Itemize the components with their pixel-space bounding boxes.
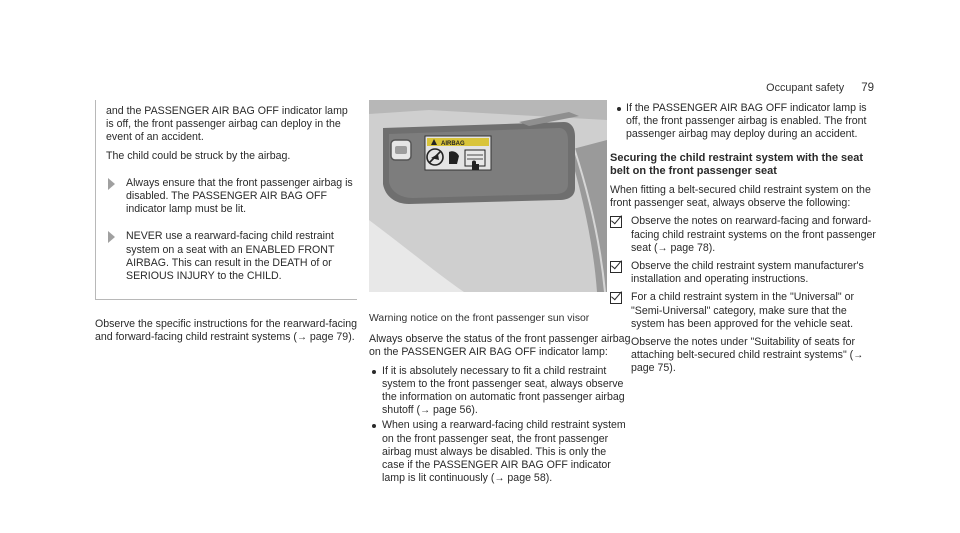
warning-item-text: Always ensure that the front passenger airbag is disabled. The PASSENGER AIR BAG OFF indicator lamp must be lit.: [126, 176, 353, 216]
warning-item: [106, 230, 357, 283]
arrow-icon: →: [657, 242, 668, 254]
checkbox-checked-icon: [610, 261, 622, 273]
warning-para: and the PASSENGER AIR BAG OFF indicator lamp is off, the front passenger airbag can deploy in the event of an accident.: [106, 105, 348, 144]
warning-item-text: NEVER use a rearward-facing child restraint system on a seat with an ENABLED FRONT AIRBAG. This can result in the DEATH of or SERIOUS INJURY to the CHILD.: [126, 230, 335, 283]
page-header: [766, 82, 874, 95]
checklist-item: For a child restraint system in the "Universal" or "Semi-Universal" category, make sure that the system has been approved for the vehicle seat. Observe the notes under "Suitability of seats for attaching belt-secured child restraint systems" (→ page 75).: [610, 291, 878, 375]
checklist-item: Observe the child restraint system manufacturer's installation and operating instructions.: [610, 260, 878, 286]
page-reference[interactable]: page 79).: [306, 331, 355, 344]
label-airbag-text: AIRBAG: [441, 141, 465, 147]
page-number: 79: [861, 82, 874, 94]
list-item: If it is absolutely necessary to fit a child restraint system to the front passenger seat, always observe the information on automatic front passenger airbag shutoff (→ page 56).: [369, 365, 631, 418]
body-paragraph: Observe the specific instructions for the rearward-facing and forward-facing child restraint systems (→ page 79).: [95, 318, 358, 344]
body-paragraph: When fitting a belt-secured child restraint system on the front passenger seat, always observe the following:: [610, 184, 871, 210]
list-item: When using a rearward-facing child restraint system on the front passenger seat, the front passenger airbag must always be disabled. This is only the case if the PASSENGER AIR BAG OFF indicator lamp is lit continuously (→ page 58).: [369, 419, 631, 485]
body-paragraph: Always observe the status of the front passenger airbag on the PASSENGER AIR BAG OFF indicator lamp:: [369, 333, 631, 359]
bullet-icon: [372, 370, 376, 374]
list-item: If the PASSENGER AIR BAG OFF indicator lamp is off, the front passenger airbag is enabled. The front passenger airbag may deploy during an accident.: [614, 102, 878, 142]
section-title: Occupant safety: [766, 82, 845, 94]
column-middle: [369, 100, 631, 485]
page-reference[interactable]: page 58).: [504, 472, 553, 485]
sun-visor-figure: [369, 100, 607, 292]
page-reference[interactable]: page 78).: [667, 241, 716, 254]
arrow-icon: →: [494, 473, 505, 485]
warning-box: [95, 100, 357, 300]
page-reference[interactable]: page 75).: [631, 362, 676, 375]
page-reference[interactable]: page 56).: [430, 404, 478, 417]
checklist-subtext: Observe the notes under "Suitability of seats for attaching belt-secured child restraint systems" (→ page 75).: [631, 336, 864, 375]
warning-item: [106, 177, 357, 217]
triangle-bullet-icon: [108, 231, 115, 243]
bullet-icon: [617, 107, 621, 111]
arrow-icon: →: [420, 405, 431, 417]
column-right: [610, 100, 878, 376]
bullet-icon: [372, 424, 376, 428]
column-left: [95, 100, 357, 350]
triangle-bullet-icon: [108, 178, 115, 190]
sun-visor-illustration: [369, 100, 607, 292]
checklist-item: Observe the notes on rearward-facing and forward-facing child restraint systems on the front passenger seat (→ page 78).: [610, 215, 878, 255]
arrow-icon: →: [296, 332, 307, 344]
figure-caption: Warning notice on the front passenger sun visor: [369, 313, 590, 324]
section-heading: Securing the child restraint system with the seat belt on the front passenger seat: [610, 151, 864, 177]
warning-para: The child could be struck by the airbag.: [106, 149, 291, 162]
arrow-icon: →: [853, 350, 864, 362]
checkbox-checked-icon: [610, 216, 622, 228]
checkbox-checked-icon: [610, 292, 622, 304]
